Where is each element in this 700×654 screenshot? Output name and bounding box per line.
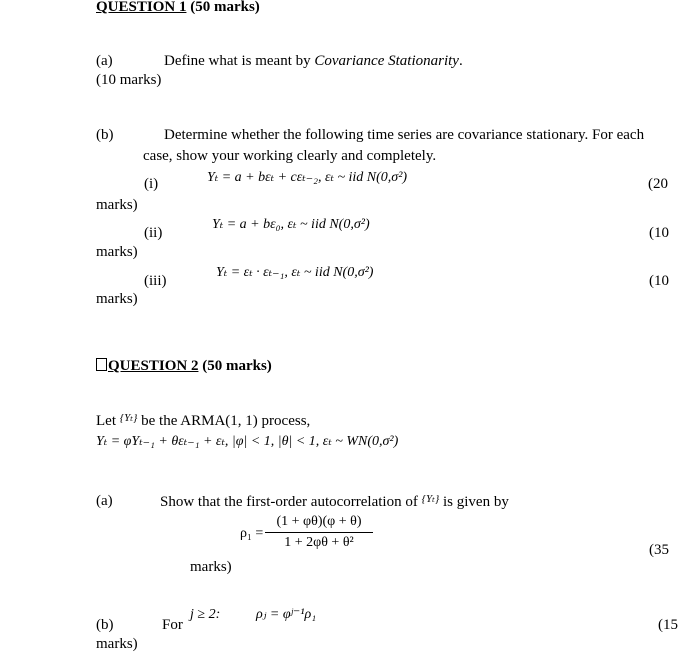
question-2-marks: (50 marks) [202,358,272,374]
q2a-marks-num: (35 [649,542,669,558]
q1a-term: Covariance Stationarity [314,53,459,69]
q2a-text-suffix: is given by [442,494,509,510]
question-2-heading [96,358,272,374]
question-1-heading [96,0,260,15]
q2-let-line [96,413,310,429]
q1a-period: . [458,53,463,69]
q1a-text: Define what is meant by [164,53,315,69]
q1b-iii-label: (iii) [144,273,167,289]
q2a-lhs: ρ₁ = [240,526,264,541]
question-2-title: QUESTION 2 [108,358,199,374]
q2-let-suffix: be the ARMA(1, 1) process, [141,413,311,429]
q1b-iii-marks-word: marks) [96,291,138,307]
q1b-ii-marks-word: marks) [96,244,138,260]
question-1-marks: (50 marks) [190,0,260,15]
q2a-question [160,494,509,510]
checkbox-glyph-icon [96,358,107,371]
q1b-label: (b) [96,127,114,143]
q1b-intro-line2: case, show your working clearly and completely. [143,148,437,164]
q1b-iii-marks-num: (10 [649,273,669,289]
q2a-numerator: (1 + φθ)(φ + θ) [265,514,373,533]
q2b-for: For [162,617,183,633]
q2b-condition: j ≥ 2: [190,607,221,622]
q1a-question [164,54,463,69]
q1b-i-label: (i) [144,176,159,192]
q2a-denominator: 1 + 2φθ + θ² [284,535,354,550]
q2a-text: Show that the first-order autocorrelation of [160,494,418,510]
q1b-i-equation: Yₜ = a + bεₜ + cεₜ₋₂, εₜ ~ iid N(0,σ²) [207,170,408,185]
q1b-intro-line1: Determine whether the following time series are covariance stationary. For each [164,127,645,143]
q1a-label: (a) [96,53,113,69]
q2b-marks-num: (15 [658,617,678,633]
q2a-fraction [265,514,373,551]
q2-process-equation: Yₜ = φYₜ₋₁ + θεₜ₋₁ + εₜ, |φ| < 1, |θ| < 1, εₜ ~ WN(0,σ²) [96,434,399,449]
q1b-ii-marks-num: (10 [649,225,669,241]
q1b-iii-equation: Yₜ = εₜ · εₜ₋₁, εₜ ~ iid N(0,σ²) [216,265,374,280]
q1b-ii-equation: Yₜ = a + bε₀, εₜ ~ iid N(0,σ²) [212,217,370,232]
q1b-i-marks-word: marks) [96,197,138,213]
q2a-marks-word: marks) [190,559,232,575]
q2a-set: {Yₜ} [421,493,440,505]
q2b-label: (b) [96,617,114,633]
question-1-title: QUESTION 1 [96,0,187,15]
q1b-i-marks-num: (20 [648,176,668,192]
q1a-marks: (10 marks) [96,72,162,88]
q1b-ii-label: (ii) [144,225,163,241]
q2b-equation: ρⱼ = φʲ⁻¹ρ₁ [256,607,317,622]
q2b-marks-word: marks) [96,636,138,652]
q2-let-prefix: Let [96,413,116,429]
q2a-label: (a) [96,493,113,509]
q2-let-set: {Yₜ} [119,412,138,424]
